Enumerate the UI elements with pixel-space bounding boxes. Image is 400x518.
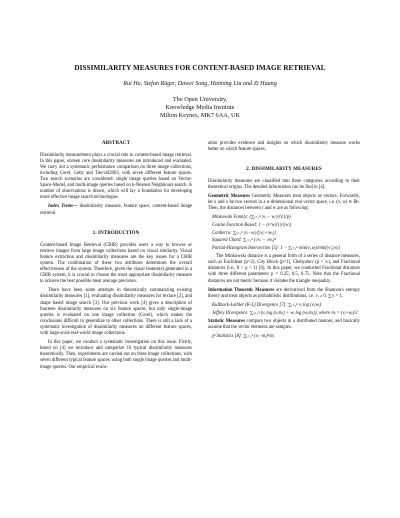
intro-paragraph: There have been some attempts in theoretically summarizing existing dissimilarity measures [1], evaluating dissimilarity measures for texture [2], and shape based image search [3]. Our previous work [4] gives a description of fourteen dissimilarity measures on six feature spaces, but only single-image queries is evaluated on one image collection (Corel), which makes the conclusions difficult to generalize to other collections. There is still a lack of a systematic investigation of dissimilarity measures on different feature spaces, with large-scale real-world image collections. xyxy=(40,288,192,337)
formula-line: Kullback-Leibler (K-L) Divergence [7]: ∑ᵢ₌₁ⁿ vᵢ log (vᵢ/wᵢ) xyxy=(212,302,322,308)
intro-paragraph: Content-based Image Retrieval (CBIR) provides users a way to browse or retrieve images from large image collections based on visual similarity. Visual feature extraction and dissimilarity measures are the key issues for a CBIR system. The combination of these two attributes determines the overall effectiveness of the system. Therefore, given the visual feature(s) generated in a CBIR system, it is crucial to choose the most appropriate dissimilarity measure to achieve the best possible meat average precision. xyxy=(40,242,192,285)
formula-line: Partial-Histogram Intersection [5]: 1 − ∑ᵢ₌₁ⁿ min(vᵢ,wᵢ)/min(|v|,|w|) xyxy=(212,246,341,252)
paper-authors: Rui Hu, Stefan Rüger, Dawei Song, Haiming Liu and Zi Huang xyxy=(123,81,277,87)
information-formulas xyxy=(212,303,360,317)
statistic-measures-text: compare two objects in a distributed manner, and basically assume that the vector elements are samples. xyxy=(208,318,360,330)
formula-line: Cosine Function Based: 1 − (vᵀw)/(|v||w|) xyxy=(212,223,292,229)
formula-line: Squared Chord: ∑ᵢ₌₁ⁿ (√vᵢ − √wᵢ)² xyxy=(212,238,276,244)
intro-paragraph: In this paper, we conduct a systematic investigation on this issue. Firstly, based on [4] we introduce and categorize 16 typical dissimilarity measures theoretically. Then, experiments are carried out on three image collections, with seven different typical feature spaces, using both single image queries and multi-image queries. Our empirical evalu- xyxy=(40,340,192,370)
continued-paragraph: ation provides evidence and insights on which dissimilarity measure works better on which feature spaces. xyxy=(208,140,360,152)
formula-line: Minkowski Family: (∑ᵢ₌₁ⁿ |vᵢ − wᵢ|ᵖ)^(1/p) xyxy=(212,215,291,221)
statistic-measures-paragraph xyxy=(208,319,360,331)
statistic-measures-label: Statistic Measures xyxy=(208,318,245,324)
affiliation-line: The Open University, xyxy=(172,96,228,103)
left-column xyxy=(40,141,192,374)
index-terms-text: dissimilarity measure, feature space, content-based image retrieval xyxy=(40,204,192,216)
statistic-formulas xyxy=(212,334,360,340)
formula-line: Canberra: ∑ᵢ₌₁ⁿ |vᵢ−wᵢ|/(|vᵢ|+|wᵢ|) xyxy=(212,230,276,236)
index-terms xyxy=(40,204,192,216)
formula-line: χ² Statistics [8]: ∑ᵢ₌₁ⁿ (vᵢ−mᵢ)²/mᵢ xyxy=(212,333,275,339)
index-terms-label: Index Terms— xyxy=(48,204,78,210)
formula-line: Jeffrey Divergence: ∑ᵢ₌₁ⁿ (vᵢ log (vᵢ/mᵢ) + wᵢ log (wᵢ/mᵢ)), where mᵢ = (vᵢ+wᵢ)/2 xyxy=(212,310,358,316)
information-measures-label: Information Theoretic Measures xyxy=(208,287,275,293)
geometric-formulas xyxy=(212,215,360,252)
paper-title: DISSIMILARITY MEASURES FOR CONTENT-BASED IMAGE RETRIEVAL xyxy=(74,64,326,72)
minkowski-paragraph: The Minkowski distance is a general form of a series of distance measures, such as Euclidean (p=2), City Block (p=1), Chebyshev (p = ∞), and Fractional distances (i.e., 0 < p < 1) [6]. In this paper, we conducted Fractional distances with three different parameters p = 0.25, 0.5, 0.75. Note that the Fractional distances are not metric because it violates the triangle inequality. xyxy=(208,254,360,284)
right-column xyxy=(208,141,360,374)
abstract-text: Dissimilarity measurement plays a crucial role in content-based image retrieval. In this paper, sixteen core dissimilarity measures are introduced and evaluated. We carry out a systematic performance comparison on three image collections, including Corel, Getty and Trecvid2003, with seven different feature spaces. Two search scenarios are considered: single image queries based on Vector-Space-Model, and multi-image queries based on k-Nearest Neighbours search. A number of observations is drawn, which will lay a foundation for developing more effective image search technologies. xyxy=(40,152,192,201)
introduction-heading: 1. INTRODUCTION xyxy=(92,230,140,236)
geometric-measures-label: Geometric Measures xyxy=(208,194,250,200)
abstract-heading: ABSTRACT xyxy=(101,140,131,146)
affiliation-line: Knowledge Media Institute xyxy=(165,104,235,112)
affiliation-line: Milton Keynes, MK7 6AA, UK xyxy=(159,112,241,120)
geometric-measures-paragraph xyxy=(208,194,360,212)
information-measures-text: are derivatived from the Shannon's entropy theory and treat objects as probabilistic distributions, i.e. vᵢ ≥ 0, ∑vᵢ = 1. xyxy=(208,287,360,299)
section-2-paragraph: Dissimilarity measures are classified into three categories according to their theoretical origins. The detailed information can be find in [4]. xyxy=(208,178,360,190)
section-2-heading: 2. DISSIMILARITY MEASURES xyxy=(246,166,322,172)
geometric-measures-text: Geometric Measures treat objects as vectors. Forwardly, let x and x be two vectors in a n-dimensional real vector space, i.e. (v, w) ∈ ℝⁿ. Then, the distances between r and w are as following: xyxy=(208,194,360,212)
affiliation xyxy=(40,96,360,121)
two-column-body xyxy=(40,141,360,374)
information-measures-paragraph xyxy=(208,288,360,300)
